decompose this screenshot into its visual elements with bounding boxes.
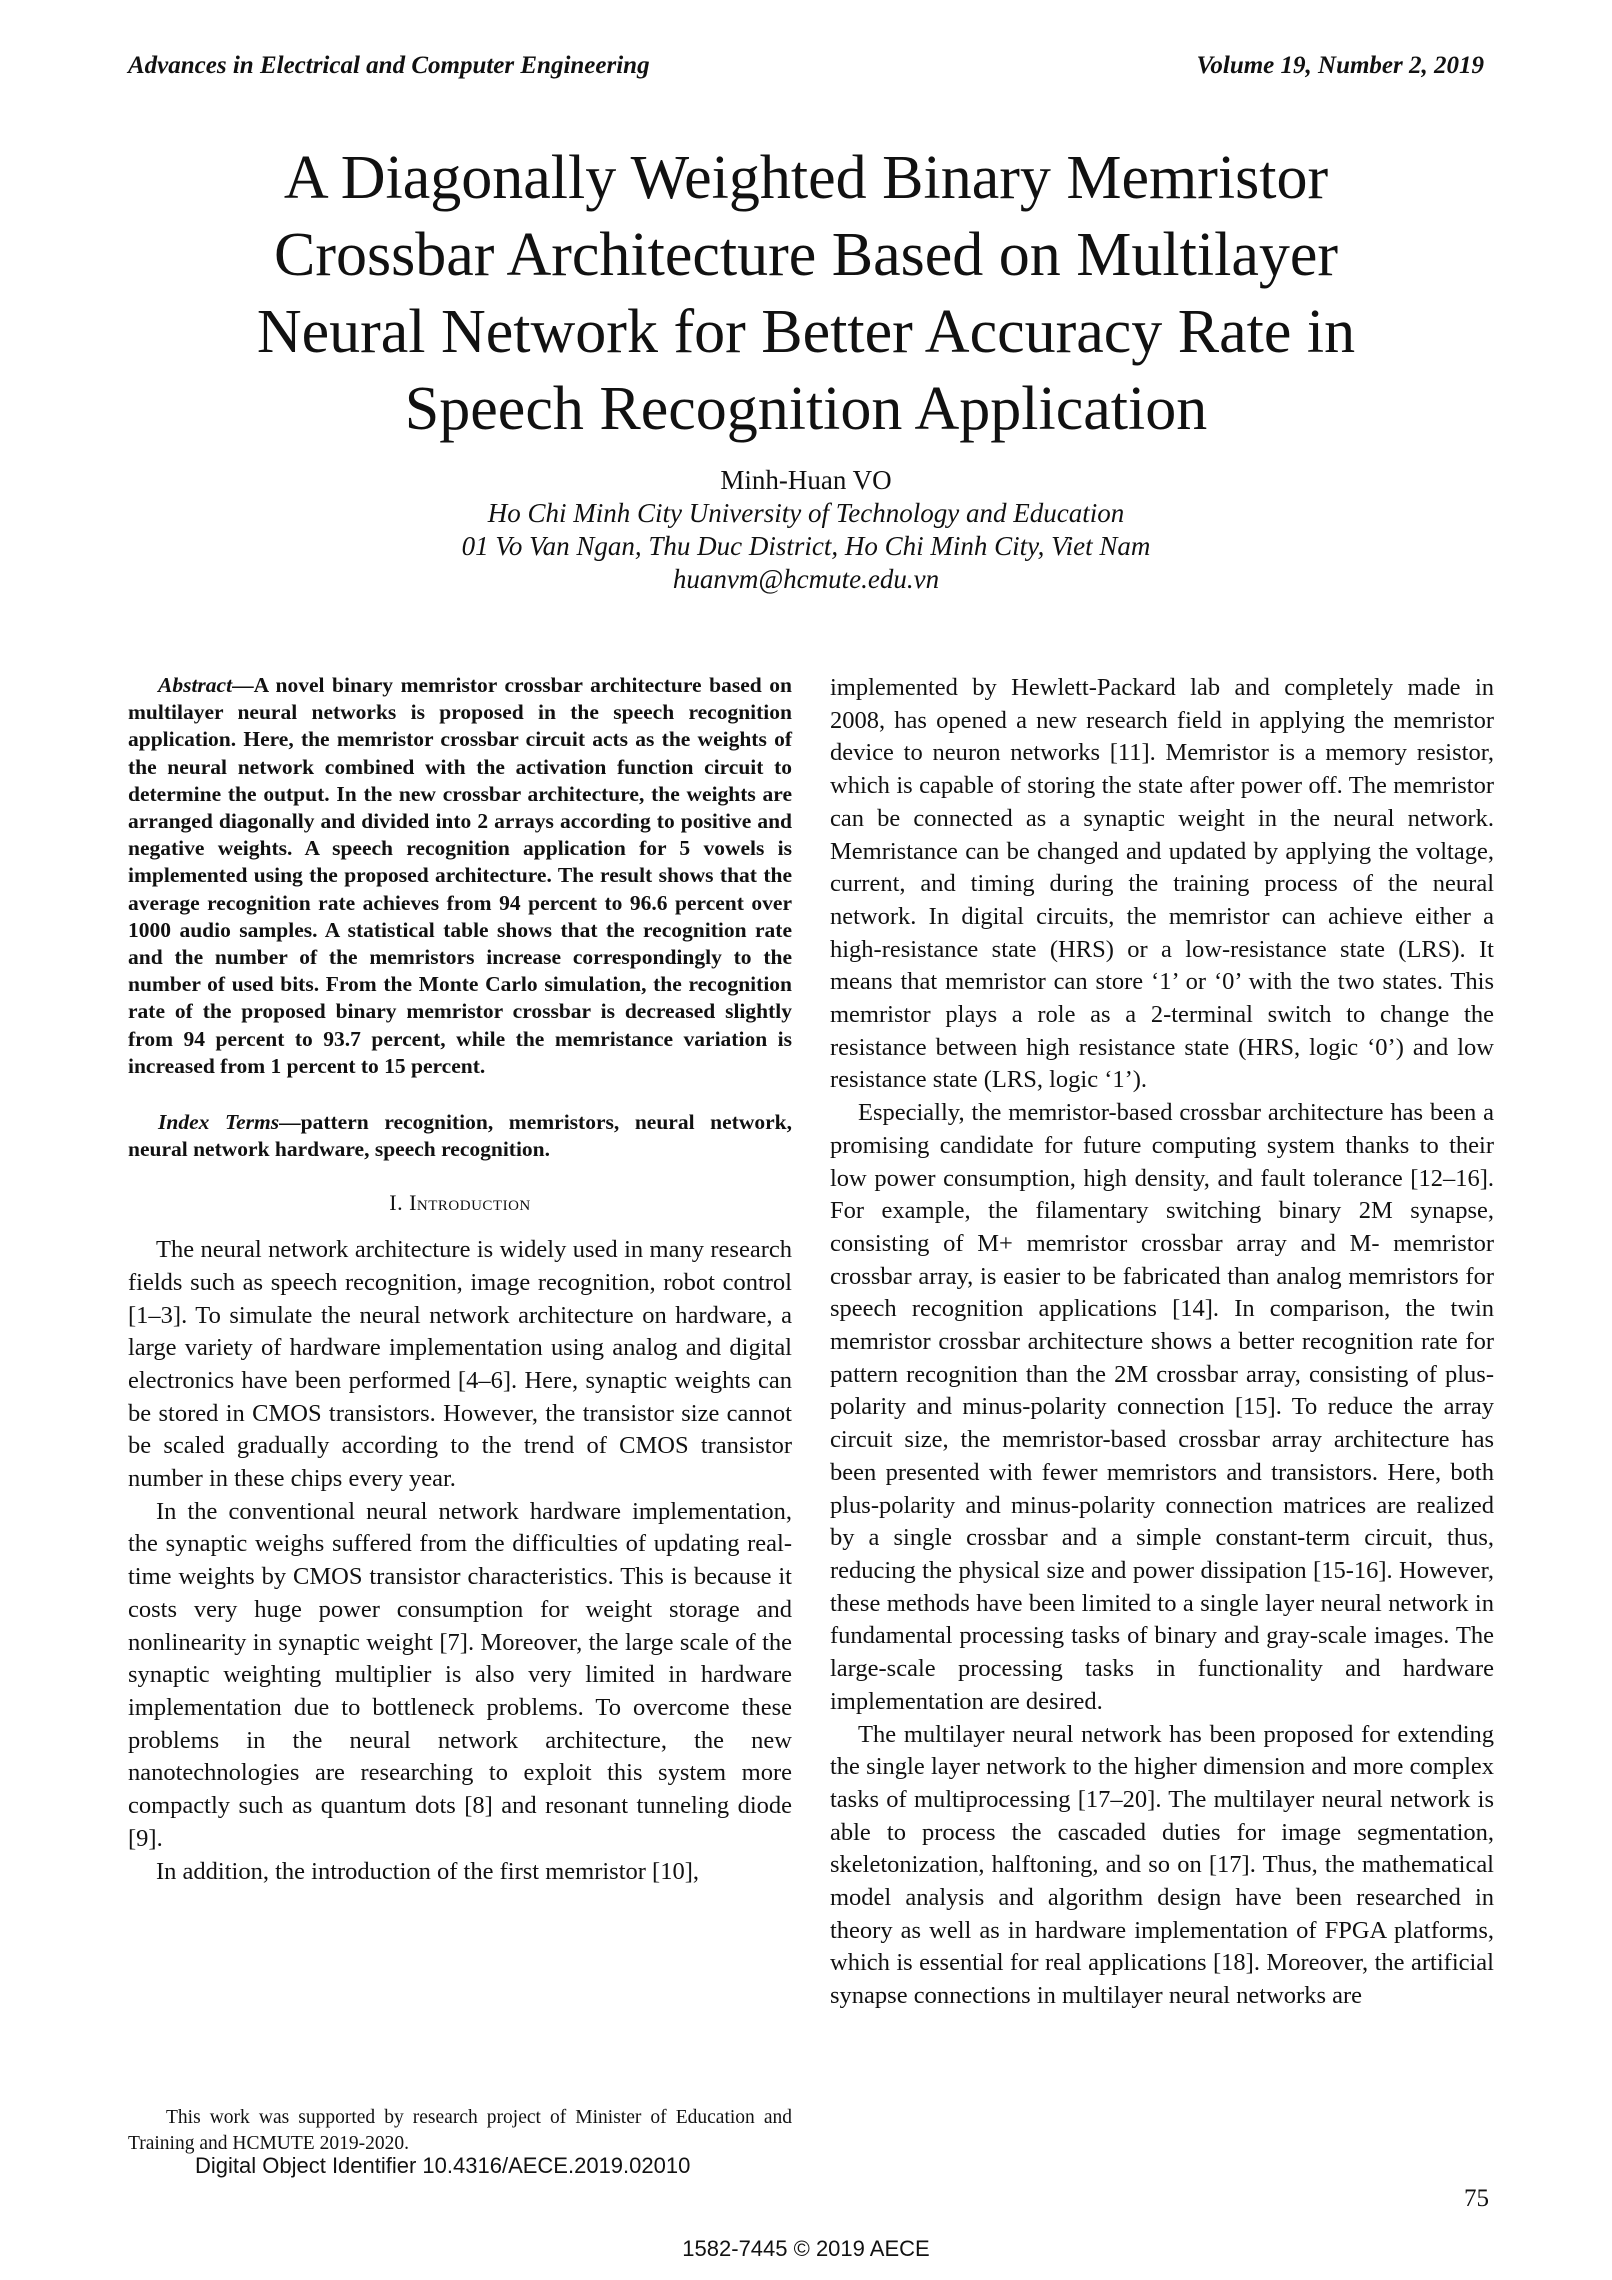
footnote-text: This work was supported by research project of Minister of Education and Training and HCMUTE 2019-2020. [128, 2107, 792, 2154]
page-number: 75 [1464, 2185, 1489, 2212]
section-title: Introduction [409, 1190, 531, 1216]
journal-name: Advances in Electrical and Computer Engineering [128, 52, 650, 79]
left-column [128, 672, 792, 1888]
section-number: I. [389, 1190, 404, 1216]
paragraph: The neural network architecture is widely used in many research fields such as speech recognition, image recognition, robot control [1–3]. To simulate the neural network architecture on hardware, a large variety of hardware implementation using analog and digital electronics have been performed [4–6]. Here, synaptic weights can be stored in CMOS transistors. However, the transistor size cannot be scaled gradually according to the trend of CMOS transistor number in these chips every year. [128, 1236, 792, 1493]
author-address: 01 Vo Van Ngan, Thu Duc District, Ho Chi Minh City, Viet Nam [461, 531, 1151, 561]
doi: Digital Object Identifier 10.4316/AECE.2019.02010 [195, 2153, 691, 2178]
paragraph: In the conventional neural network hardware implementation, the synaptic weighs suffered from the difficulties of updating real-time weights by CMOS transistor characteristics. This is because it costs very huge power consumption for weight storage and nonlinearity in synaptic weight [7]. Moreover, the large scale of the synaptic weighting multiplier is also very limited in hardware implementation due to bottleneck problems. To overcome these problems in the neural network architecture, the new nanotechnologies are researching to exploit this system more compactly such as quantum dots [8] and resonant tunneling diode [9]. [128, 1497, 792, 1852]
paper-title [160, 140, 1452, 448]
issn-copyright: 1582-7445 © 2019 AECE [682, 2236, 930, 2261]
running-header [128, 52, 1484, 80]
author-block [0, 464, 1612, 596]
author-affiliation: Ho Chi Minh City University of Technology and Education [487, 498, 1125, 528]
author-email: huanvm@hcmute.edu.vn [672, 564, 940, 594]
paragraph: The multilayer neural network has been proposed for extending the single layer network to the higher dimension and more complex tasks of multiprocessing [17–20]. The multilayer neural network is able to process the cascaded duties for image segmentation, skeletonization, halftoning, and so on [17]. Thus, the mathematical model analysis and algorithm design have been researched in theory as well as in hardware implementation of FPGA platforms, which is essential for real applications [18]. Moreover, the artificial synapse connections in multilayer neural networks are [830, 1720, 1494, 2010]
paragraph: Especially, the memristor-based crossbar architecture has been a promising candidate for future computing system thanks to their low power consumption, high density, and fault tolerance [12–16]. For example, the filamentary switching binary 2M synapse, consisting of M+ memristor crossbar array and M- memristor crossbar array, is easier to be fabricated than analog memristors for speech recognition applications [14]. In comparison, the twin memristor crossbar architecture shows a better recognition rate for pattern recognition than the 2M crossbar array, consisting of plus-polarity and minus-polarity connection [15]. To reduce the array circuit size, the memristor-based crossbar array architecture has been presented with fewer memristors and transistors. Here, both plus-polarity and minus-polarity connection matrices are realized by a single crossbar and a simple constant-term circuit, thus, reducing the physical size and power dissipation [15-16]. However, these methods have been limited to a single layer neural network in fundamental processing tasks of binary and gray-scale images. The large-scale processing tasks in functionality and hardware implementation are desired. [830, 1099, 1494, 1715]
abstract-text: —A novel binary memristor crossbar architecture based on multilayer neural networks is proposed in the speech recognition application. Here, the memristor crossbar circuit acts as the weights of the neural network combined with the activation function circuit to determine the output. In the new crossbar architecture, the weights are arranged diagonally and divided into 2 arrays according to positive and negative weights. A speech recognition application for 5 vowels is implemented using the proposed architecture. The result shows that the average recognition rate achieves from 94 percent to 96.6 percent over 1000 audio samples. A statistical table shows that the recognition rate and the number of the memristors increase correspondingly to the number of used bits. From the Monte Carlo simulation, the recognition rate of the proposed binary memristor crossbar is decreased slightly from 94 percent to 93.7 percent, while the memristance variation is increased from 1 percent to 15 percent. [128, 673, 792, 1078]
right-column [830, 672, 1494, 2013]
volume-info: Volume 19, Number 2, 2019 [1196, 52, 1484, 79]
index-terms-label: Index Terms [158, 1110, 280, 1135]
title-line: Neural Network for Better Accuracy Rate in [256, 298, 1356, 366]
index-terms [128, 1109, 792, 1163]
paragraph: implemented by Hewlett-Packard lab and completely made in 2008, has opened a new research field in applying the memristor device to neuron networks [11]. Memristor is a memory resistor, which is capable of storing the state after power off. The memristor can be connected as a synaptic weight in the neural network. Memristance can be changed and updated by applying the voltage, current, and timing during the training process of the neural network. In digital circuits, the memristor can achieve either a high-resistance state (HRS) or a low-resistance state (LRS). It means that memristor can store ‘1’ or ‘0’ with the two states. This memristor plays a role as a 2-terminal switch to change the resistance between high resistance state (HRS, logic ‘0’) and low resistance state (LRS, logic ‘1’). [830, 674, 1494, 1094]
author-name: Minh-Huan VO [720, 465, 892, 495]
title-line: Speech Recognition Application [404, 375, 1208, 443]
title-line: A Diagonally Weighted Binary Memristor [283, 144, 1329, 212]
abstract-label: Abstract [158, 673, 233, 697]
abstract [128, 672, 792, 1080]
funding-footnote [128, 2105, 792, 2157]
paragraph: In addition, the introduction of the first memristor [10], [156, 1857, 699, 1885]
title-line: Crossbar Architecture Based on Multilayer [273, 221, 1339, 289]
section-heading [128, 1187, 792, 1220]
index-terms-text: —pattern recognition, memristors, neural network, neural network hardware, speech recognition. [128, 1110, 792, 1162]
